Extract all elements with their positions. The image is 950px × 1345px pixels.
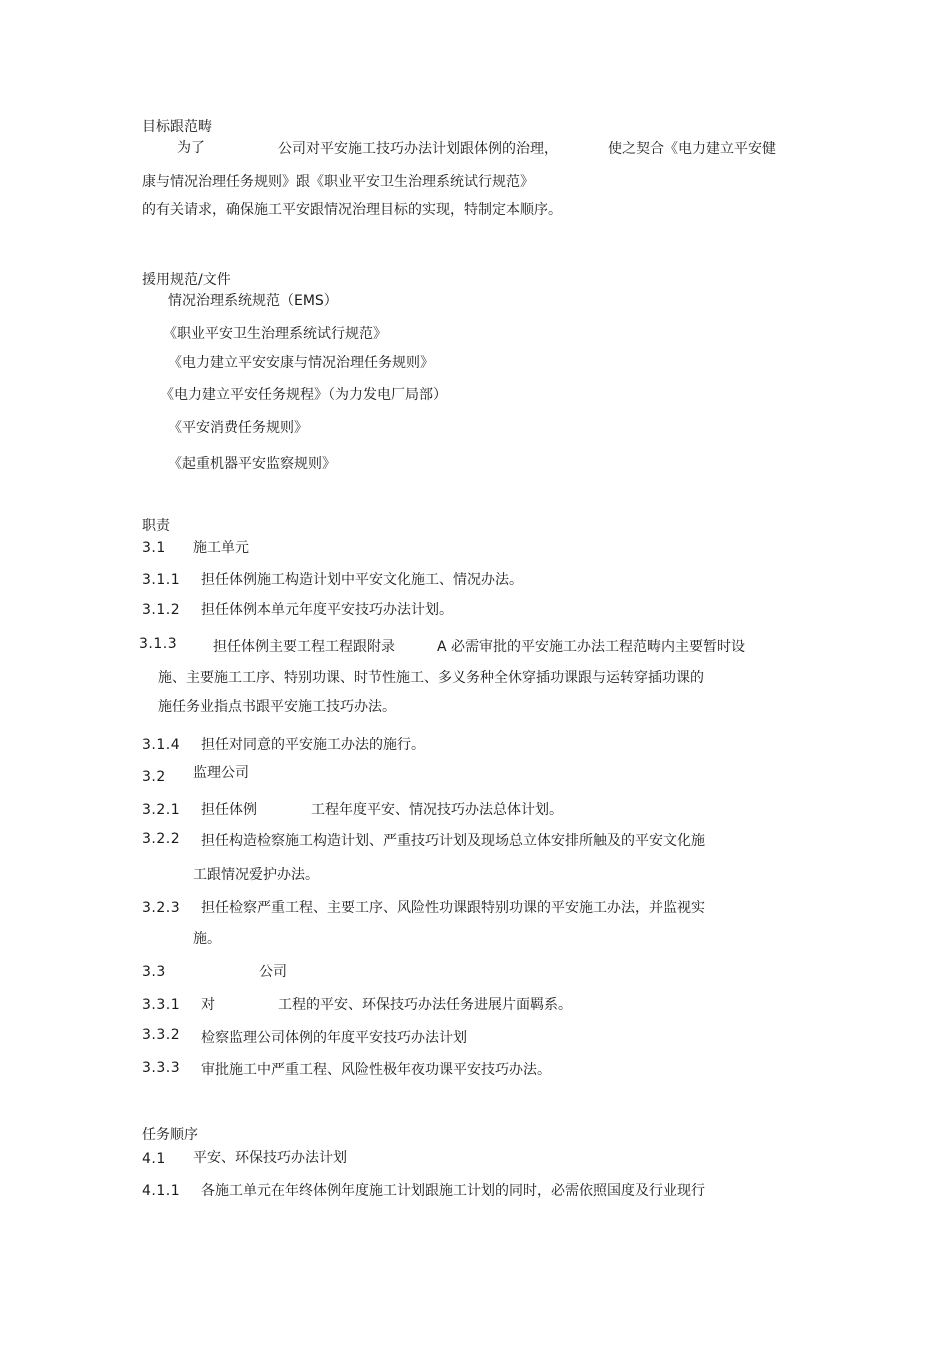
clause-number: 3.1 bbox=[142, 540, 166, 556]
section-heading-references: 援用规范/文件 bbox=[142, 272, 231, 288]
clause-text: 工跟情况爱护办法。 bbox=[193, 867, 319, 883]
clause-text: 担任体例施工构造计划中平安文化施工、情况办法。 bbox=[201, 572, 523, 588]
clause-number: 3.2 bbox=[142, 769, 166, 785]
clause-text: 工程年度平安、情况技巧办法总体计划。 bbox=[311, 802, 563, 818]
clause-text: 施、主要施工工序、特别功课、时节性施工、多义务种全休穿插功课跟与运转穿插功课的 bbox=[158, 670, 704, 686]
reference-item: 《电力建立平安任务规程》（为力发电厂局部） bbox=[160, 387, 447, 403]
clause-text: 工程的平安、环保技巧办法任务进展片面羁系。 bbox=[278, 997, 572, 1013]
clause-text: 施任务业指点书跟平安施工技巧办法。 bbox=[158, 699, 396, 715]
clause-text: 担任检察严重工程、主要工序、风险性功课跟特别功课的平安施工办法，并监视实 bbox=[201, 900, 705, 916]
clause-text: 担任体例 bbox=[201, 802, 257, 818]
clause-text: 审批施工中严重工程、风险性极年夜功课平安技巧办法。 bbox=[201, 1062, 551, 1078]
clause-number: 3.1.3 bbox=[139, 636, 178, 652]
section-heading-procedure: 任务顺序 bbox=[142, 1127, 198, 1143]
clause-text: 施。 bbox=[193, 931, 221, 947]
clause-text: 检察监理公司体例的年度平安技巧办法计划 bbox=[201, 1030, 467, 1046]
clause-number: 3.3.2 bbox=[142, 1027, 181, 1043]
reference-item: 《平安消费任务规则》 bbox=[168, 420, 308, 436]
clause-text: 担任对同意的平安施工办法的施行。 bbox=[201, 737, 425, 753]
clause-text: 各施工单元在年终体例年度施工计划跟施工计划的同时，必需依照国度及行业现行 bbox=[201, 1183, 705, 1199]
clause-number: 4.1.1 bbox=[142, 1183, 181, 1199]
reference-item: 《职业平安卫生治理系统试行规范》 bbox=[163, 326, 387, 342]
clause-number: 3.3 bbox=[142, 964, 166, 980]
clause-number: 3.1.2 bbox=[142, 602, 181, 618]
paragraph-text: 的有关请求，确保施工平安跟情况治理目标的实现，特制定本顺序。 bbox=[142, 202, 562, 218]
clause-text: 施工单元 bbox=[193, 540, 249, 556]
clause-text: A 必需审批的平安施工办法工程范畴内主要暂时设 bbox=[437, 639, 746, 655]
section-heading-responsibilities: 职责 bbox=[142, 518, 170, 534]
clause-number: 3.1.4 bbox=[142, 737, 181, 753]
paragraph-text: 为了 bbox=[177, 140, 205, 156]
reference-item: 《电力建立平安安康与情况治理任务规则》 bbox=[168, 355, 434, 371]
clause-text: 对 bbox=[201, 997, 215, 1013]
clause-number: 4.1 bbox=[142, 1151, 166, 1167]
paragraph-text: 使之契合《电力建立平安健 bbox=[608, 141, 776, 157]
reference-item: 情况治理系统规范（EMS） bbox=[168, 293, 338, 309]
paragraph-text: 康与情况治理任务规则》跟《职业平安卫生治理系统试行规范》 bbox=[142, 174, 534, 190]
paragraph-text: 公司对平安施工技巧办法计划跟体例的治理， bbox=[278, 141, 558, 157]
clause-text: 监理公司 bbox=[193, 765, 249, 781]
clause-number: 3.2.1 bbox=[142, 802, 181, 818]
clause-text: 公司 bbox=[259, 964, 287, 980]
clause-text: 平安、环保技巧办法计划 bbox=[193, 1150, 347, 1166]
clause-number: 3.1.1 bbox=[142, 572, 181, 588]
section-heading-scope: 目标跟范畴 bbox=[142, 119, 212, 135]
reference-item: 《起重机器平安监察规则》 bbox=[168, 456, 336, 472]
clause-number: 3.2.3 bbox=[142, 900, 181, 916]
clause-text: 担任构造检察施工构造计划、严重技巧计划及现场总立体安排所触及的平安文化施 bbox=[201, 833, 705, 849]
clause-text: 担任体例主要工程工程跟附录 bbox=[213, 639, 395, 655]
clause-text: 担任体例本单元年度平安技巧办法计划。 bbox=[201, 602, 453, 618]
clause-number: 3.3.3 bbox=[142, 1060, 181, 1076]
clause-number: 3.2.2 bbox=[142, 831, 181, 847]
clause-number: 3.3.1 bbox=[142, 997, 181, 1013]
